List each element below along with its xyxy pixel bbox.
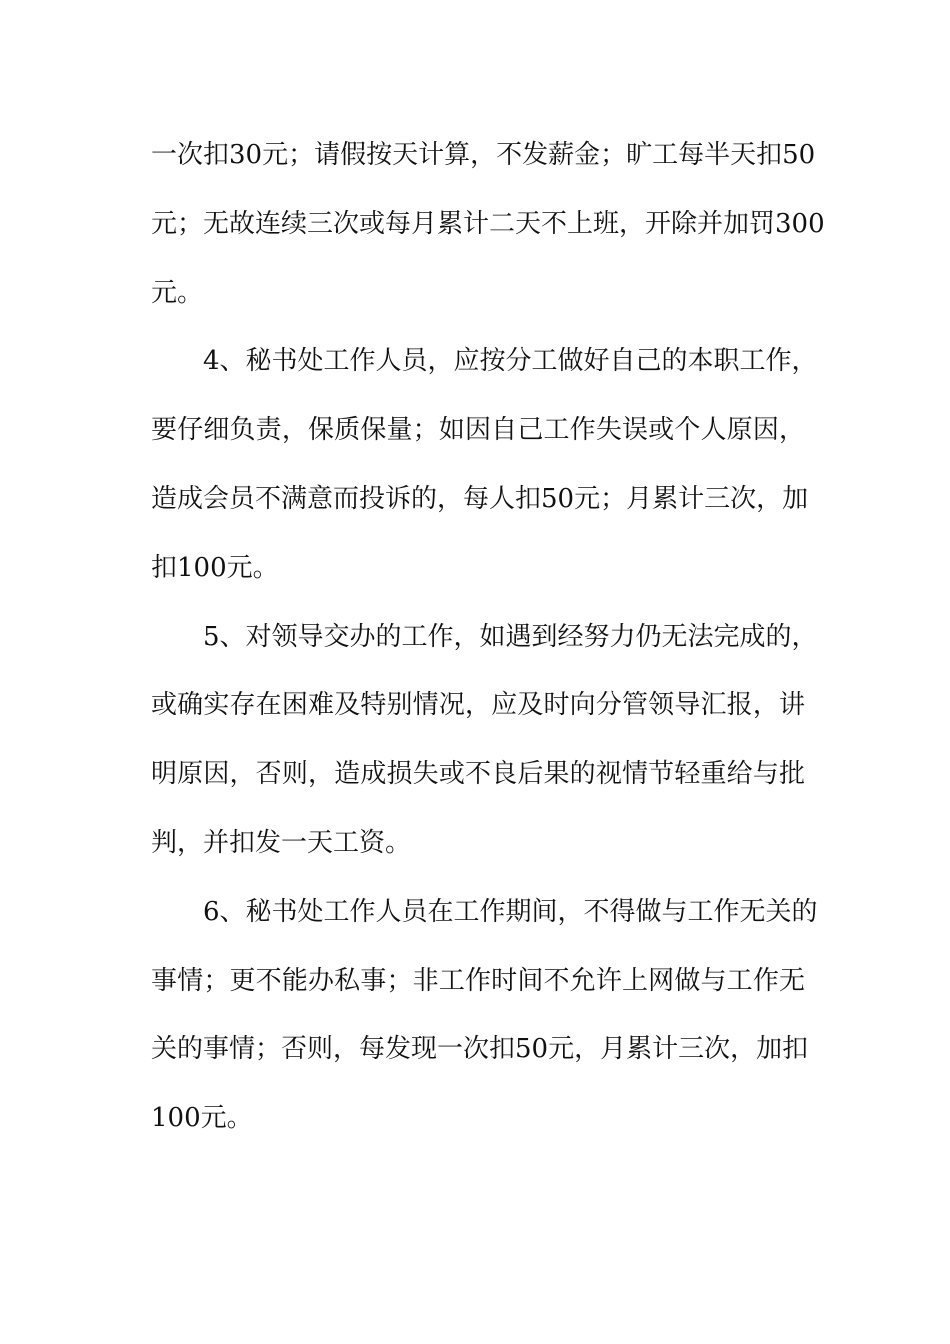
text-line: 或确实存在困难及特别情况，应及时向分管领导汇报，讲 [151,690,805,721]
text-line: 4、秘书处工作人员，应按分工做好自己的本职工作， [203,346,818,377]
text-line: 事情；更不能办私事；非工作时间不允许上网做与工作无 [151,965,805,996]
document-body [151,127,825,1159]
text-line: 6、秘书处工作人员在工作期间，不得做与工作无关的 [203,896,818,927]
text-line: 造成会员不满意而投诉的，每人扣50元；月累计三次，加 [151,483,809,514]
text-line: 判，并扣发一天工资。 [151,827,412,858]
text-line: 一次扣30元；请假按天计算，不发薪金；旷工每半天扣50 [151,140,816,170]
paragraph-item-6 [151,884,818,1159]
text-line: 100元。 [151,1103,253,1134]
text-line: 关的事情；否则，每发现一次扣50元，月累计三次，加扣 [151,1034,809,1065]
text-line: 元；无故连续三次或每月累计二天不上班，开除并加罚300 [151,208,825,239]
text-line: 要仔细负责，保质保量；如因自己工作失误或个人原因， [151,415,805,446]
paragraph-item-4 [151,333,818,608]
text-line: 元。 [151,277,204,308]
text-line: 扣100元。 [151,552,279,583]
text-line: 明原因，否则，造成损失或不良后果的视情节轻重给与批 [151,759,805,790]
text-line: 5、对领导交办的工作，如遇到经努力仍无法完成的， [203,621,818,652]
paragraph-continuation [151,127,825,333]
paragraph-item-5 [151,609,818,884]
